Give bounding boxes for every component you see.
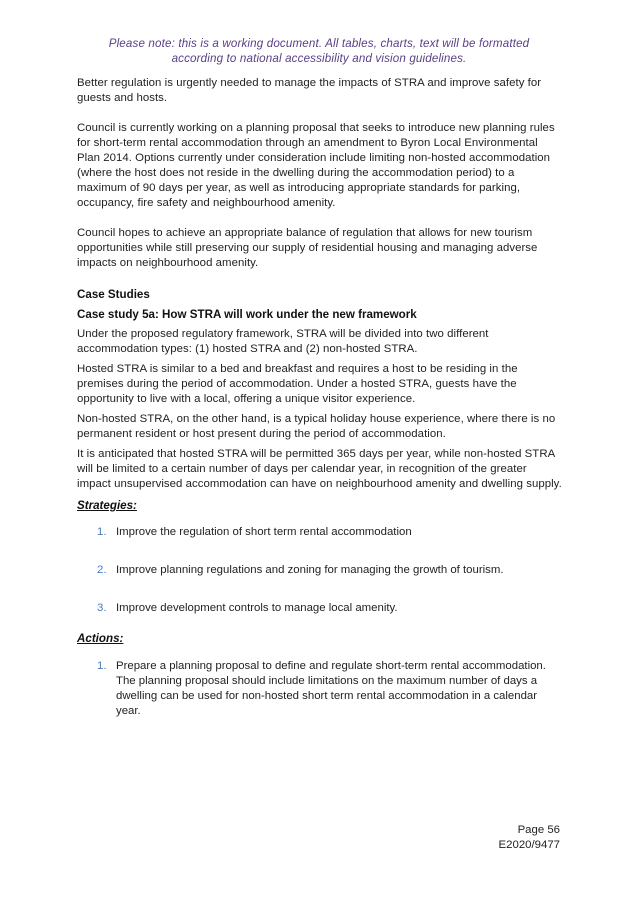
case-study-5a-heading: Case study 5a: How STRA will work under the new framework — [77, 308, 417, 321]
actions-heading: Actions: — [77, 632, 124, 645]
strategies-heading: Strategies: — [77, 499, 137, 512]
paragraph-planning-proposal: Council is currently working on a planning proposal that seeks to introduce new planning rules for short-term rental accommodation through an amendment to Byron Local Environmental Plan 2014. Options currently under consideration include limiting non-hosted accommodation (where the host does not reside in the dwelling during the accommodation period) to a maximum of 90 days per year, as well as introducing appropriate standards for parking, occupancy, fire safety and neighbourhood amenity. — [77, 122, 555, 209]
strategy-text: Improve planning regulations and zoning for managing the growth of tourism. — [116, 564, 504, 576]
case-study-paragraph-3: Non-hosted STRA, on the other hand, is a typical holiday house experience, where there is no permanent resident or host present during the period of accommodation. — [77, 413, 556, 440]
strategy-number: 2. — [97, 564, 107, 576]
action-text: Prepare a planning proposal to define and regulate short-term rental accommodation. The planning proposal should include limitations on the maximum number of days a dwelling can be used for non-hosted short term rental accommodation in a calendar year. — [116, 660, 546, 717]
note-line-1: Please note: this is a working document. All tables, charts, text will be formatted — [108, 37, 530, 50]
strategy-text: Improve the regulation of short term rental accommodation — [116, 526, 412, 538]
strategy-item — [77, 563, 563, 578]
case-study-paragraph-2: Hosted STRA is similar to a bed and breakfast and requires a host to be residing in the premises during the period of accommodation. Under a hosted STRA, guests have the opportunity to live with a local, offering a unique visitor experience. — [77, 363, 518, 405]
strategy-text: Improve development controls to manage local amenity. — [116, 602, 398, 614]
strategy-item — [77, 525, 563, 540]
strategy-number: 3. — [97, 602, 107, 614]
strategy-number: 1. — [97, 526, 107, 538]
case-study-paragraph-4: It is anticipated that hosted STRA will be permitted 365 days per year, while non-hosted STRA will be limited to a certain number of days per calendar year, in recognition of the greater impact unsupervised accommodation can have on neighbourhood amenity and dwelling supply. — [77, 448, 562, 490]
action-number: 1. — [97, 660, 107, 672]
page-footer — [499, 823, 560, 853]
paragraph-regulation: Better regulation is urgently needed to manage the impacts of STRA and improve safety for guests and hosts. — [77, 77, 542, 104]
note-line-2: according to national accessibility and vision guidelines. — [171, 52, 467, 65]
document-reference: E2020/9477 — [498, 839, 560, 851]
paragraph-balance: Council hopes to achieve an appropriate balance of regulation that allows for new tourism opportunities while still preserving our supply of residential housing and managing adverse impacts on neighbourhood amenity. — [77, 227, 538, 269]
strategy-item — [77, 601, 563, 616]
action-item — [77, 659, 563, 719]
case-studies-heading: Case Studies — [77, 288, 150, 301]
document-body — [77, 76, 563, 719]
working-document-note — [60, 36, 578, 66]
page-number: Page 56 — [517, 824, 560, 836]
case-study-paragraph-1: Under the proposed regulatory framework, STRA will be divided into two different accommodation types: (1) hosted STRA and (2) non-hosted STRA. — [77, 328, 489, 355]
